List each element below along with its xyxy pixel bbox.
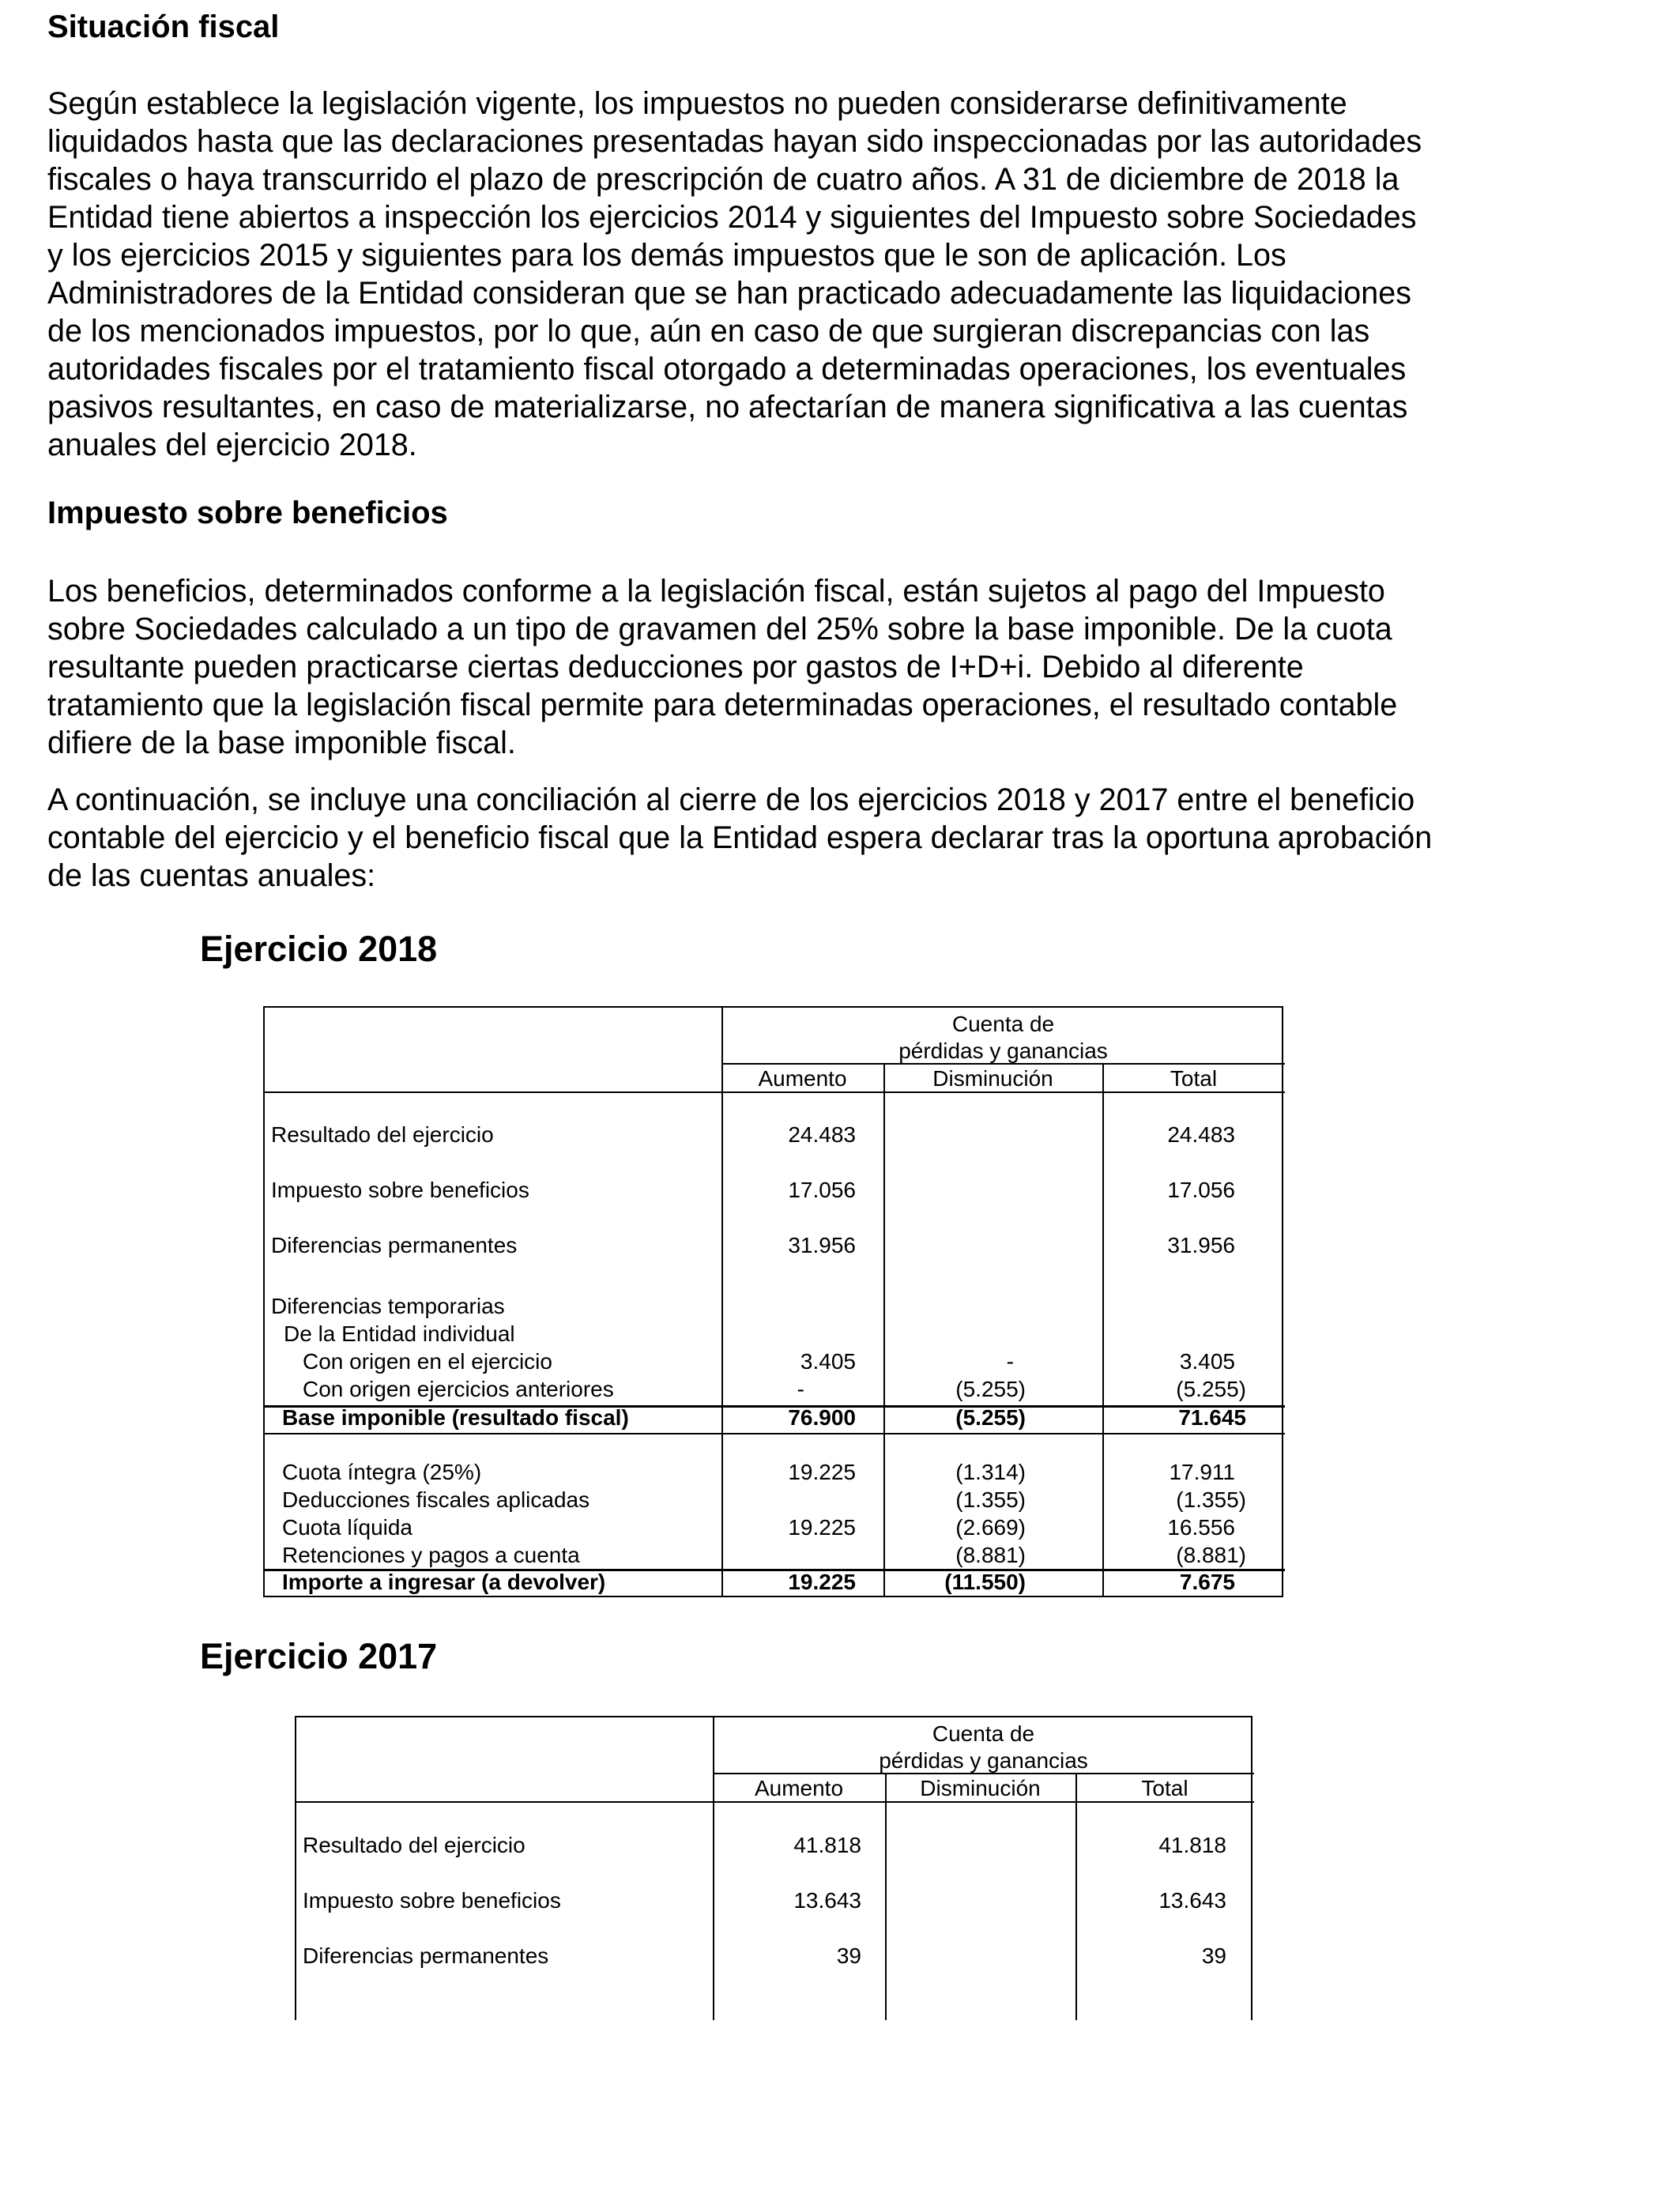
- cell-total: 39: [1201, 1943, 1226, 1968]
- cell-aumento: -: [797, 1377, 804, 1401]
- row-label: Resultado del ejercicio: [271, 1122, 494, 1147]
- paragraph-line: contable del ejercicio y el beneficio fiscal que la Entidad espera declarar tras la oportuna aprobación: [47, 820, 1433, 855]
- cell-aumento: 19.225: [788, 1460, 856, 1484]
- row-label: Impuesto sobre beneficios: [303, 1888, 561, 1913]
- paragraph-line: anuales del ejercicio 2018.: [47, 428, 417, 462]
- cell-disminucion: -: [1006, 1349, 1014, 1374]
- paragraph-line: Entidad tiene abiertos a inspección los ejercicios 2014 y siguientes del Impuesto sobre Sociedades: [47, 200, 1417, 235]
- cell-total: (1.355): [1176, 1487, 1246, 1512]
- tax-reconciliation-table-2018: [263, 1006, 1283, 1597]
- cell-total: 24.483: [1167, 1122, 1235, 1147]
- paragraph-line: fiscales o haya transcurrido el plazo de prescripción de cuatro años. A 31 de diciembre de 2018 la: [47, 162, 1399, 197]
- header-group-line1: Cuenta de: [932, 1721, 1035, 1746]
- cell-total: 13.643: [1158, 1888, 1226, 1913]
- cell-disminucion: (1.314): [955, 1460, 1026, 1484]
- paragraph-line: de las cuentas anuales:: [47, 858, 376, 893]
- tax-reconciliation-table-2017: [295, 1716, 1252, 2020]
- paragraph-line: tratamiento que la legislación fiscal permite para determinadas operaciones, el resultado contable: [47, 688, 1398, 722]
- cell-aumento: 31.956: [788, 1233, 856, 1257]
- cell-total: 3.405: [1179, 1349, 1235, 1374]
- row-label: Con origen en el ejercicio: [303, 1349, 552, 1374]
- cell-disminucion: (8.881): [955, 1543, 1026, 1567]
- row-label: Resultado del ejercicio: [303, 1833, 525, 1857]
- cell-aumento: 19.225: [788, 1515, 856, 1540]
- row-label: Diferencias permanentes: [303, 1943, 549, 1968]
- cell-total: 17.056: [1167, 1178, 1235, 1202]
- paragraph-line: Según establece la legislación vigente, los impuestos no pueden considerarse definitivamente: [47, 86, 1347, 121]
- cell-aumento: 13.643: [793, 1888, 861, 1913]
- header-group-line1: Cuenta de: [951, 1012, 1055, 1036]
- paragraph-line: A continuación, se incluye una conciliación al cierre de los ejercicios 2018 y 2017 entre el beneficio: [47, 782, 1415, 817]
- paragraph-line: Los beneficios, determinados conforme a la legislación fiscal, están sujetos al pago del Impuesto: [47, 574, 1385, 609]
- row-label: Impuesto sobre beneficios: [271, 1178, 529, 1202]
- paragraph-line: liquidados hasta que las declaraciones presentadas hayan sido inspeccionadas por las autoridades: [47, 124, 1422, 159]
- paragraph-line: difiere de la base imponible fiscal.: [47, 726, 516, 760]
- section-title-situacion-fiscal: Situación fiscal: [47, 9, 280, 44]
- row-label: De la Entidad individual: [284, 1321, 515, 1346]
- cell-total: 7.675: [1179, 1570, 1235, 1594]
- cell-total: (5.255): [1176, 1377, 1246, 1401]
- cell-total: 17.911: [1169, 1460, 1235, 1484]
- cell-aumento: 24.483: [788, 1122, 856, 1147]
- cell-aumento: 3.405: [800, 1349, 856, 1374]
- cell-disminucion: (5.255): [955, 1377, 1026, 1401]
- cell-total: 16.556: [1167, 1515, 1235, 1540]
- cell-aumento: 76.900: [788, 1405, 856, 1430]
- cell-aumento: 19.225: [788, 1570, 856, 1594]
- cell-disminucion: (1.355): [955, 1487, 1026, 1512]
- header-group-line2: pérdidas y ganancias: [898, 1039, 1108, 1063]
- cell-total: (8.881): [1176, 1543, 1246, 1567]
- row-label: Diferencias temporarias: [271, 1294, 505, 1318]
- row-label: Con origen ejercicios anteriores: [303, 1377, 614, 1401]
- cell-total: 31.956: [1167, 1233, 1235, 1257]
- paragraph-line: resultante pueden practicarse ciertas deducciones por gastos de I+D+i. Debido al diferente: [47, 650, 1304, 684]
- cell-aumento: 17.056: [788, 1178, 856, 1202]
- paragraph-line: Administradores de la Entidad consideran que se han practicado adecuadamente las liquidaciones: [47, 276, 1411, 311]
- row-label: Importe a ingresar (a devolver): [282, 1570, 606, 1594]
- header-total: Total: [1141, 1776, 1188, 1800]
- table-title-2017: Ejercicio 2017: [200, 1636, 438, 1676]
- row-label: Cuota líquida: [282, 1515, 413, 1540]
- paragraph-line: sobre Sociedades calculado a un tipo de gravamen del 25% sobre la base imponible. De la cuota: [47, 612, 1392, 647]
- cell-disminucion: (5.255): [955, 1405, 1026, 1430]
- row-label: Diferencias permanentes: [271, 1233, 518, 1257]
- cell-aumento: 41.818: [793, 1833, 861, 1857]
- cell-disminucion: (11.550): [944, 1570, 1026, 1594]
- header-group-line2: pérdidas y ganancias: [879, 1748, 1088, 1773]
- row-label: Cuota íntegra (25%): [282, 1460, 482, 1484]
- table-title-2018: Ejercicio 2018: [200, 929, 438, 969]
- header-disminucion: Disminución: [932, 1066, 1053, 1091]
- header-aumento: Aumento: [758, 1066, 847, 1091]
- header-aumento: Aumento: [754, 1776, 844, 1800]
- cell-disminucion: (2.669): [955, 1515, 1026, 1540]
- cell-total: 71.645: [1178, 1405, 1246, 1430]
- header-disminucion: Disminución: [920, 1776, 1041, 1800]
- section-title-impuesto-beneficios: Impuesto sobre beneficios: [47, 496, 448, 530]
- row-label: Base imponible (resultado fiscal): [282, 1405, 629, 1430]
- paragraph-line: de los mencionados impuestos, por lo que, aún en caso de que surgieran discrepancias con las: [47, 314, 1370, 349]
- paragraph-line: pasivos resultantes, en caso de materializarse, no afectarían de manera significativa a las cuentas: [47, 390, 1408, 424]
- row-label: Retenciones y pagos a cuenta: [282, 1543, 580, 1567]
- paragraph-line: y los ejercicios 2015 y siguientes para los demás impuestos que le son de aplicación. Los: [47, 238, 1286, 273]
- header-total: Total: [1170, 1066, 1218, 1091]
- cell-aumento: 39: [836, 1943, 861, 1968]
- paragraph-line: autoridades fiscales por el tratamiento fiscal otorgado a determinadas operaciones, los eventuales: [47, 352, 1407, 386]
- cell-total: 41.818: [1158, 1833, 1226, 1857]
- row-label: Deducciones fiscales aplicadas: [282, 1487, 590, 1512]
